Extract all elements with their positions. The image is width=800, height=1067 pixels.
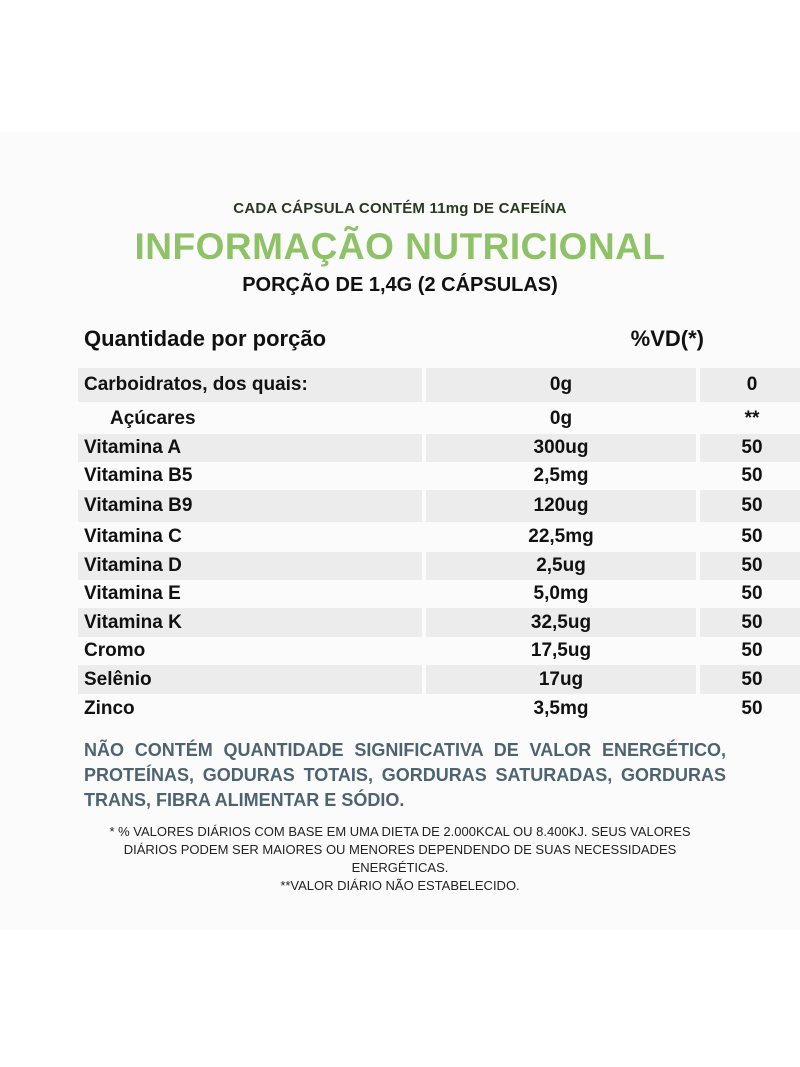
- nutrient-vd: 50: [741, 640, 763, 661]
- nutrient-amount: 0g: [426, 368, 696, 402]
- nutrient-name: Vitamina A: [78, 434, 422, 462]
- nutrient-name: Vitamina E: [84, 583, 181, 604]
- portion-size: PORÇÃO DE 1,4G (2 CÁPSULAS): [242, 274, 558, 296]
- nutrient-vd: 50: [700, 434, 800, 462]
- nutrient-name: Vitamina K: [78, 608, 422, 637]
- table-row: [78, 637, 763, 665]
- nutrient-amount: 0g: [549, 408, 573, 429]
- caffeine-note: CADA CÁPSULA CONTÉM 11mg DE CAFEÍNA: [233, 200, 567, 217]
- nutrient-name: Carboidratos, dos quais:: [78, 368, 422, 402]
- nutrient-amount: 120ug: [426, 490, 696, 522]
- nutrient-vd: 50: [700, 490, 800, 522]
- nutrient-amount: 3,5mg: [533, 697, 589, 719]
- nutrient-name: Vitamina B5: [84, 465, 193, 486]
- table-row: [78, 434, 763, 462]
- not-significant-note: NÃO CONTÉM QUANTIDADE SIGNIFICATIVA DE VALOR ENERGÉTICO, PROTEÍNAS, GODURAS TOTAIS, GORDURAS SATURADAS, GORDURAS TRANS, FIBRA ALIMENTAR E SÓDIO.: [84, 740, 726, 810]
- nutrient-name: Vitamina C: [84, 526, 182, 547]
- nutrient-amount: 2,5mg: [533, 465, 589, 486]
- nutrient-amount: 17,5ug: [530, 640, 592, 661]
- nutrient-amount: 22,5mg: [528, 526, 594, 547]
- nutrient-vd: 50: [741, 583, 763, 604]
- nutrient-amount: 17ug: [426, 665, 696, 694]
- table-row: [78, 368, 758, 402]
- nutrient-name: Açúcares: [110, 408, 196, 429]
- table-row: [78, 552, 763, 580]
- nutrient-name: Zinco: [84, 697, 135, 719]
- nutrient-vd: 50: [700, 608, 800, 637]
- table-header: [84, 326, 724, 356]
- nutrient-vd: 50: [741, 465, 763, 486]
- vd-header: %VD(*): [630, 326, 704, 351]
- nutrient-vd: 50: [741, 526, 763, 547]
- nutrient-amount: 2,5ug: [426, 552, 696, 580]
- nutrient-name: Vitamina D: [78, 552, 422, 580]
- nutrient-amount: 5,0mg: [533, 583, 589, 604]
- nutrient-name: Cromo: [84, 640, 146, 661]
- table-row: [78, 608, 763, 637]
- nutrient-amount: 32,5ug: [426, 608, 696, 637]
- footnote: [100, 823, 700, 895]
- quantity-header: Quantidade por porção: [84, 326, 327, 351]
- table-row: [78, 665, 763, 694]
- table-row: [78, 462, 763, 490]
- table-row: [78, 490, 763, 522]
- table-row: [78, 580, 763, 608]
- footnote-vd-basis: * % VALORES DIÁRIOS COM BASE EM UMA DIETA DE 2.000KCAL OU 8.400KJ. SEUS VALORES DIÁRIOS PODEM SER MAIORES OU MENORES DEPENDENDO DE SUAS NECESSIDADES ENERGÉTICAS.: [109, 824, 691, 875]
- nutrient-name: Vitamina B9: [78, 490, 422, 522]
- nutrient-vd: 50: [741, 697, 763, 719]
- page-title: INFORMAÇÃO NUTRICIONAL: [134, 226, 666, 267]
- table-row: [78, 522, 763, 552]
- nutrient-vd: 50: [700, 665, 800, 694]
- nutrient-amount: 300ug: [426, 434, 696, 462]
- table-row: [78, 404, 760, 434]
- nutrient-name: Selênio: [78, 665, 422, 694]
- table-row: [78, 694, 763, 723]
- footnote-not-established: **VALOR DIÁRIO NÃO ESTABELECIDO.: [280, 878, 520, 893]
- nutrition-table: [78, 368, 763, 723]
- nutrient-vd: 0: [700, 368, 800, 402]
- nutrient-vd: **: [744, 408, 760, 429]
- nutrient-vd: 50: [700, 552, 800, 580]
